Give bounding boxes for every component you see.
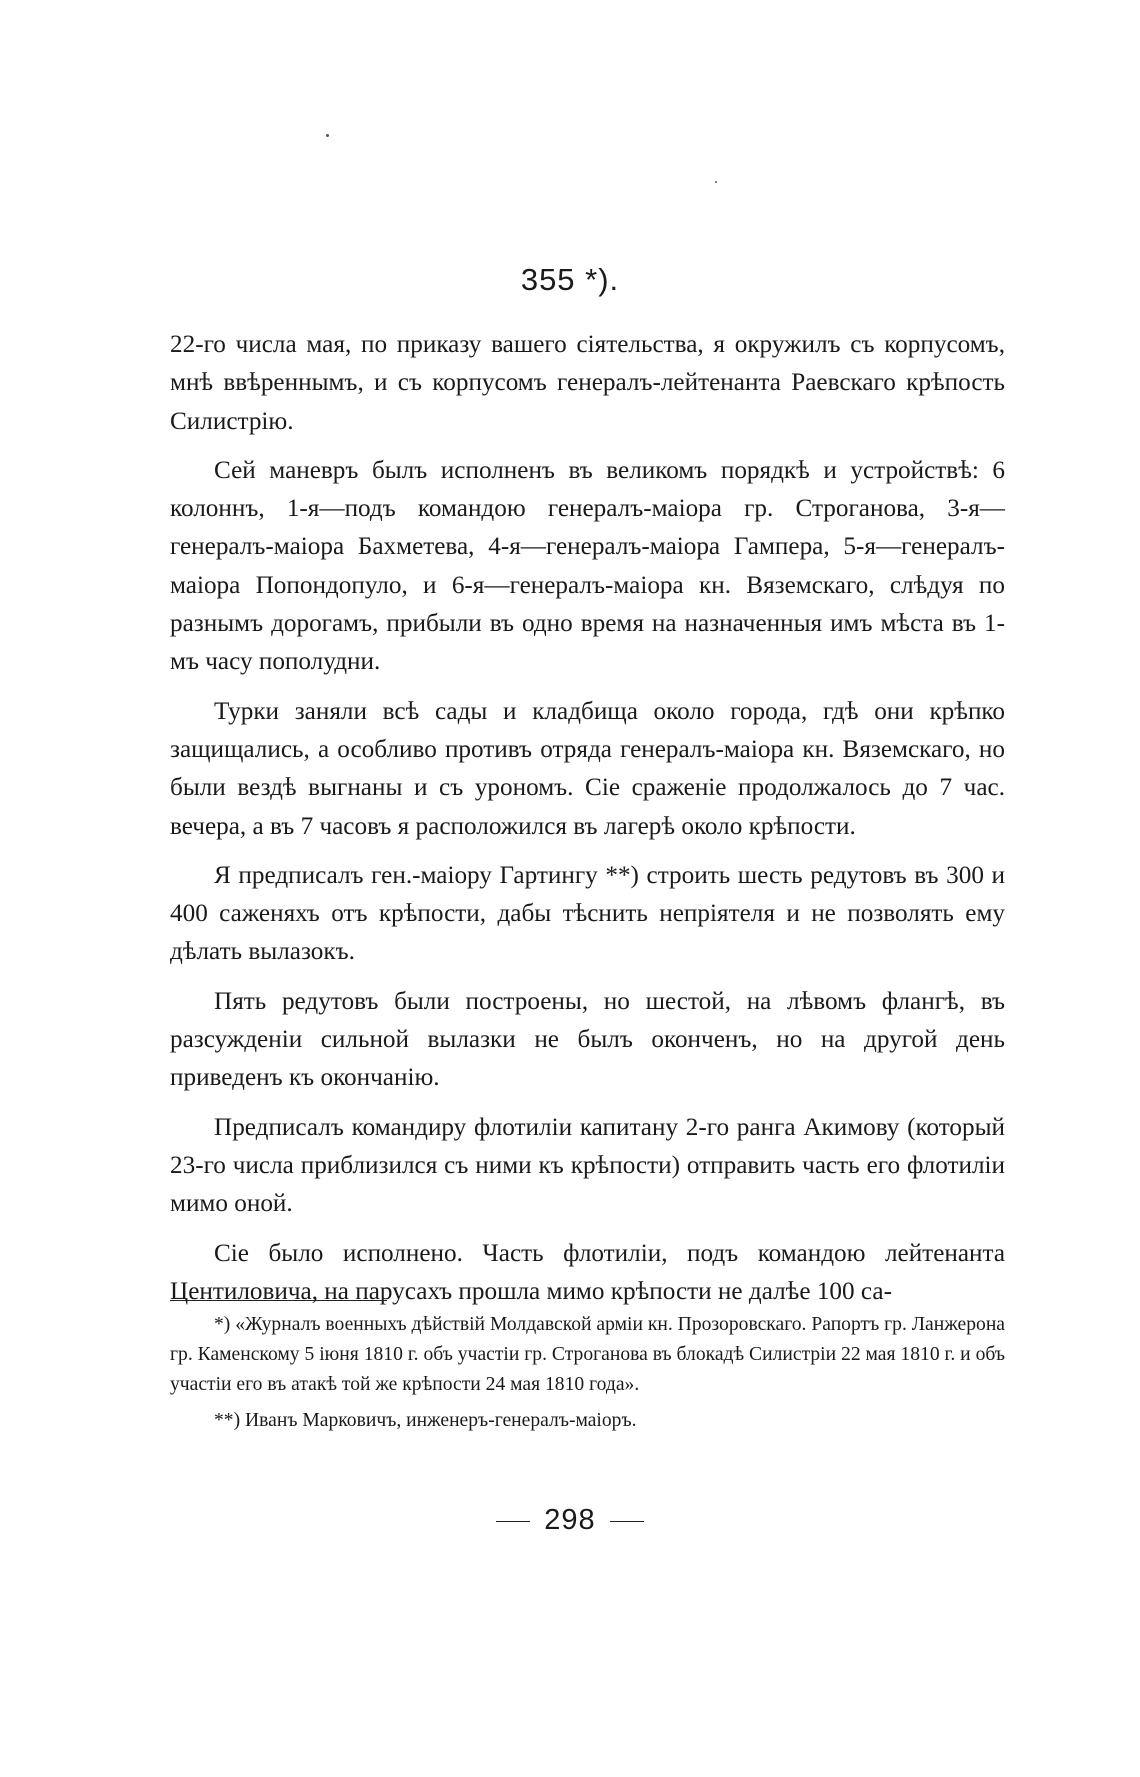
document-number: 355 *). <box>520 262 620 297</box>
page-number: 298 <box>544 1504 596 1536</box>
document-body <box>170 326 1005 1322</box>
ink-speck <box>715 181 717 183</box>
footnote: **) Иванъ Марковичъ, инженеръ-генералъ-маіоръ. <box>214 1410 637 1431</box>
paragraph: Сей маневръ былъ исполненъ въ великомъ порядкѣ и устройствѣ: 6 колоннъ, 1-я—подъ командою генералъ-маіора гр. Строганова, 3-я—генералъ-маіора Бахметева, 4-я—генералъ-маіора Гампера, 5-я—генералъ-маіора Попондопуло, и 6-я—генералъ-маіора кн. Вяземскаго, слѣдуя по разнымъ дорогамъ, прибыли въ одно время на назначенныя имъ мѣста въ 1-мъ часу пополудни. <box>170 456 1005 676</box>
paragraph: Пять редутовъ были построены, но шестой, на лѣвомъ флангѣ, въ разсужденіи сильной вылазки не былъ оконченъ, но на другой день приведенъ къ окончанію. <box>170 987 1005 1092</box>
paragraph: Я предписалъ ген.-маіору Гартингу **) строить шесть редутовъ въ 300 и 400 саженяхъ отъ крѣпости, дабы тѣснить непріятеля и не позволять ему дѣлать вылазокъ. <box>170 861 1005 966</box>
paragraph: Предписалъ командиру флотиліи капитану 2-го ранга Акимову (который 23-го числа приблизился съ ними къ крѣпости) отправить часть его флотиліи мимо оной. <box>170 1113 1005 1218</box>
footnote-divider <box>170 1300 387 1301</box>
footnote: *) «Журналъ военныхъ дѣйствій Молдавской арміи кн. Прозоровскаго. Рапортъ гр. Ланжерона гр. Каменскому 5 іюня 1810 г. объ участіи гр. Строганова въ блокадѣ Силистріи 22 мая 1810 г. и объ участіи его въ атакѣ той же крѣпости 24 мая 1810 года». <box>170 1314 1005 1395</box>
ink-speck <box>326 134 329 137</box>
paragraph: 22-го числа мая, по приказу вашего сіятельства, я окружилъ съ корпусомъ, мнѣ ввѣреннымъ, и съ корпусомъ генералъ-лейтенанта Раевскаго крѣпость Силистрію. <box>170 331 1005 435</box>
paragraph: Турки заняли всѣ сады и кладбища около города, гдѣ они крѣпко защищались, а особливо противъ отряда генералъ-маіора кн. Вяземскаго, но были вездѣ выгнаны и съ урономъ. Сіе сраженіе продолжалось до 7 час. вечера, а въ 7 часовъ я расположился въ лагерѣ около крѣпости. <box>170 697 1005 840</box>
dash-right <box>610 1521 644 1522</box>
dash-left <box>496 1521 530 1522</box>
footnotes <box>170 1310 1005 1442</box>
paragraph: Сіе было исполнено. Часть флотиліи, подъ командою лейтенанта Центиловича, на парусахъ прошла мимо крѣпости не далѣе 100 са- <box>170 1239 1005 1305</box>
page-number-line <box>0 1504 1140 1537</box>
